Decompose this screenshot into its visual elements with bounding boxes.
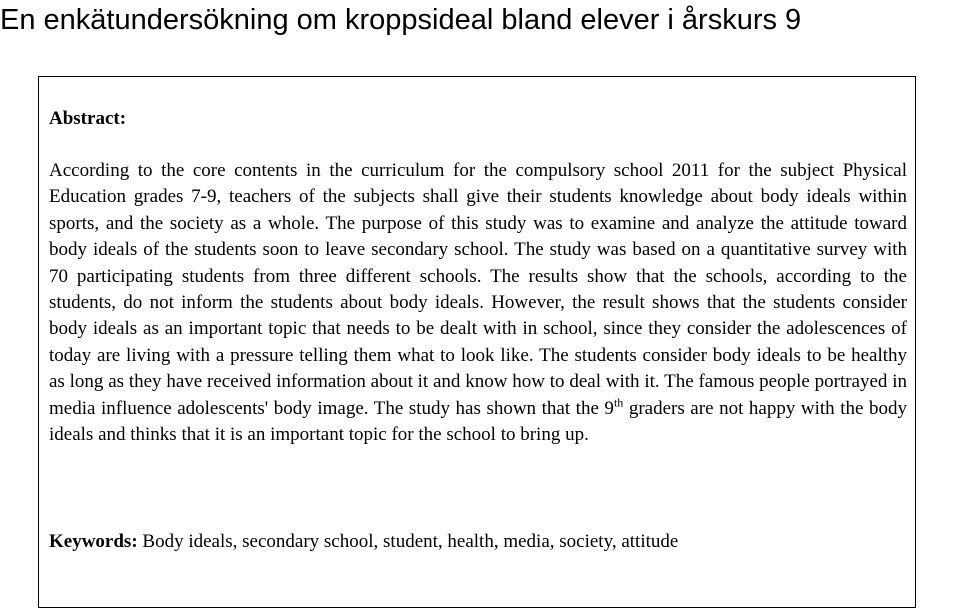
abstract-box — [38, 76, 916, 608]
keywords-value: Body ideals, secondary school, student, health, media, society, attitude — [137, 531, 679, 552]
ordinal-superscript: th — [613, 395, 624, 410]
abstract-heading: Abstract: — [49, 108, 127, 129]
abstract-text: According to the core contents in the curriculum for the compulsory school 2011 for the subject Physical Education grades 7-9, teachers of the subjects shall give their students knowledge about body ideals within sports, and the society as a whole. The purpose of this study was to examine and analyze the attitude toward body ideals of the students soon to leave secondary school. The study was based on a quantitative survey with 70 participating students from three different schools. The results show that the schools, according to the students, do not inform the students about body ideals. However, the result shows that the students consider body ideals as an important topic that needs to be dealt with in school, since they consider the adolescences of today are living with a pressure telling them what to look like. The students consider body ideals to be healthy as long as they have received information about it and know how to deal with it. The famous people portrayed in media influence adolescents' body image. The study has shown that the 9 — [49, 160, 907, 419]
page-title: En enkätundersökning om kroppsideal bland elever i årskurs 9 — [0, 4, 802, 36]
keywords — [49, 530, 907, 554]
abstract-text-end: graders are not happy with the body ideals and thinks that it is an important topic for the school to bring up. — [49, 397, 907, 446]
abstract-body — [49, 158, 907, 448]
keywords-label: Keywords: — [49, 531, 138, 552]
